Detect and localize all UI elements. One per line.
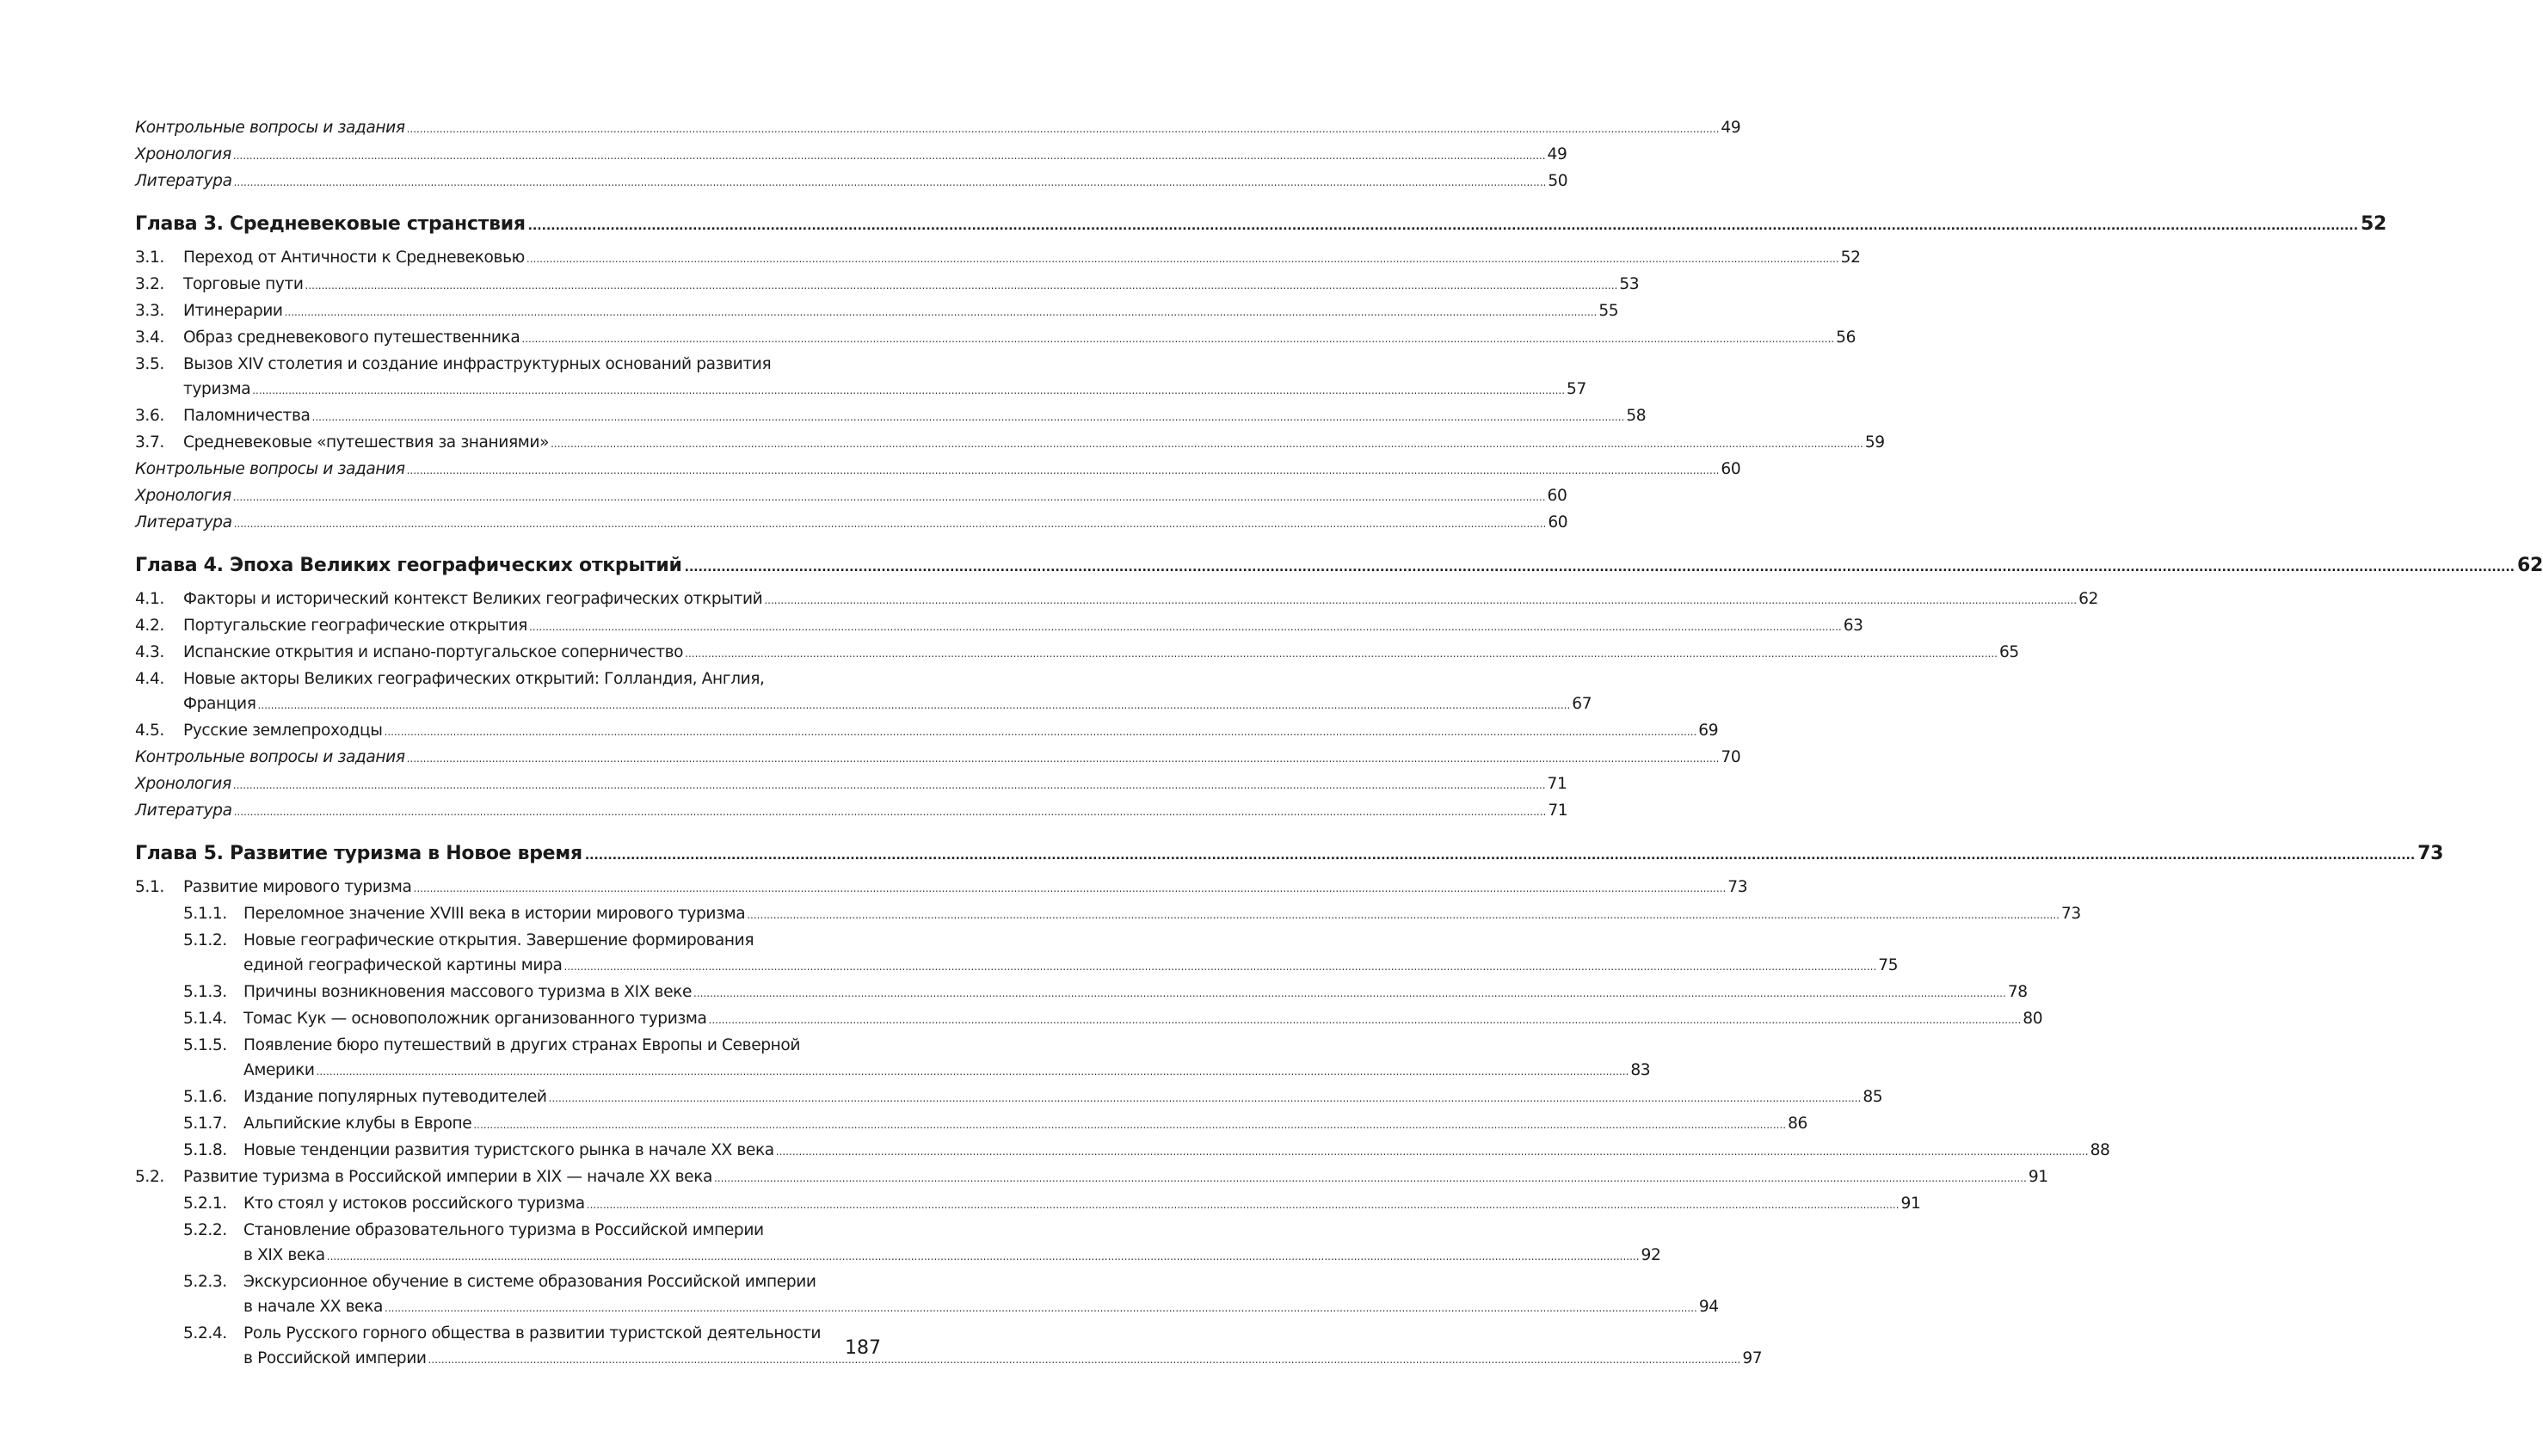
section-number: 5.1.2.: [183, 931, 227, 949]
entry-title: Томас Кук — основоположник организованного туризма: [243, 1010, 707, 1028]
section-number: 3.5.: [135, 355, 164, 373]
toc-entry[interactable]: [135, 1111, 1807, 1138]
page-ref: 60: [1547, 487, 1567, 505]
toc-entry[interactable]: [135, 1033, 875, 1058]
page-ref: 63: [1843, 617, 1863, 635]
dot-leader: ................................................................................................................................................................................................................................................................................................................................................................................................................: [233, 176, 1547, 188]
toc-entry[interactable]: [135, 510, 1568, 537]
entry-title: Хронология: [135, 145, 231, 163]
entry-title: Переломное значение XVIII века в истории мирового туризма: [243, 905, 746, 923]
toc-entry[interactable]: [135, 1243, 1661, 1269]
dot-leader: ................................................................................................................................................................................................................................................................................................................................................................................................................: [548, 1092, 1862, 1104]
entry-title: Альпийские клубы в Европе: [243, 1115, 472, 1133]
dot-leader: ................................................................................................................................................................................................................................................................................................................................................................................................................: [527, 219, 2359, 233]
section-number: 5.2.4.: [183, 1324, 227, 1342]
toc-entry[interactable]: [135, 1084, 1883, 1111]
dot-leader: ................................................................................................................................................................................................................................................................................................................................................................................................................: [526, 253, 1839, 265]
entry-title: Новые акторы Великих географических открытий: Голландия, Англия,: [183, 670, 765, 688]
dot-leader: ................................................................................................................................................................................................................................................................................................................................................................................................................: [385, 1302, 1697, 1314]
dot-leader: ................................................................................................................................................................................................................................................................................................................................................................................................................: [584, 849, 2416, 863]
page-ref: 73: [2417, 843, 2444, 864]
page-ref: 97: [1742, 1349, 1763, 1367]
entry-title: Причины возникновения массового туризма в XIX веке: [243, 983, 693, 1001]
dot-leader: ................................................................................................................................................................................................................................................................................................................................................................................................................: [232, 150, 1546, 162]
page-ref: 49: [1721, 119, 1741, 137]
page-ref: 71: [1548, 802, 1568, 820]
table-of-contents: [135, 115, 2543, 1373]
section-number: 3.3.: [135, 302, 164, 320]
dot-leader: ................................................................................................................................................................................................................................................................................................................................................................................................................: [284, 306, 1598, 318]
toc-entry[interactable]: [135, 325, 1856, 352]
toc-entry[interactable]: [135, 745, 1741, 771]
dot-leader: ................................................................................................................................................................................................................................................................................................................................................................................................................: [473, 1119, 1787, 1131]
entry-title: в XIX века: [243, 1246, 325, 1264]
section-number: 5.1.7.: [183, 1115, 227, 1133]
entry-title: Португальские географические открытия: [183, 617, 527, 635]
toc-chapter-heading[interactable]: [135, 841, 2444, 869]
entry-title: Контрольные вопросы и задания: [135, 748, 405, 766]
section-number: 5.2.3.: [183, 1273, 227, 1291]
toc-entry[interactable]: [135, 901, 2081, 928]
toc-entry[interactable]: [135, 798, 1568, 825]
entry-title: Русские землепроходцы: [183, 722, 383, 740]
page-ref: 57: [1567, 380, 1586, 398]
entry-title: Образ средневекового путешественника: [183, 329, 520, 347]
toc-entry[interactable]: [135, 1006, 2043, 1033]
toc-entry[interactable]: [135, 587, 2098, 613]
page-ref: 62: [2517, 555, 2543, 576]
section-number: 5.1.8.: [183, 1141, 227, 1159]
page-ref: 85: [1863, 1088, 1883, 1106]
page-ref: 80: [2023, 1010, 2043, 1028]
page-ref: 52: [2361, 213, 2387, 235]
toc-entry[interactable]: [135, 953, 1899, 980]
entry-title: Новые тенденции развития туристского рынка в начале XX века: [243, 1141, 774, 1159]
dot-leader: ................................................................................................................................................................................................................................................................................................................................................................................................................: [413, 882, 1727, 894]
dot-leader: ................................................................................................................................................................................................................................................................................................................................................................................................................: [586, 1199, 1900, 1211]
section-number: 5.2.: [135, 1168, 164, 1186]
toc-entry[interactable]: [135, 169, 1568, 195]
dot-leader: ................................................................................................................................................................................................................................................................................................................................................................................................................: [233, 806, 1547, 818]
page-ref: 91: [1900, 1195, 1921, 1213]
entry-title: Новые географические открытия. Завершение формирования: [243, 931, 754, 949]
dot-leader: ................................................................................................................................................................................................................................................................................................................................................................................................................: [563, 961, 1877, 973]
dot-leader: ................................................................................................................................................................................................................................................................................................................................................................................................................: [232, 779, 1546, 791]
dot-leader: ................................................................................................................................................................................................................................................................................................................................................................................................................: [747, 909, 2060, 921]
toc-entry[interactable]: [135, 875, 1748, 901]
toc-entry[interactable]: [135, 1218, 875, 1243]
page-number: 187: [845, 1337, 881, 1359]
page-ref: 52: [1840, 249, 1861, 267]
dot-leader: ................................................................................................................................................................................................................................................................................................................................................................................................................: [521, 333, 1835, 345]
entry-title: Кто стоял у истоков российского туризма: [243, 1195, 585, 1213]
toc-entry[interactable]: [135, 298, 1619, 325]
toc-entry[interactable]: [135, 272, 1640, 298]
toc-chapter-heading[interactable]: [135, 212, 2387, 239]
chapter-title: Глава 5. Развитие туризма в Новое время: [135, 843, 582, 864]
dot-leader: ................................................................................................................................................................................................................................................................................................................................................................................................................: [311, 411, 1625, 423]
page-ref: 78: [2007, 983, 2028, 1001]
chapter-title: Глава 3. Средневековые странствия: [135, 213, 526, 235]
toc-entry[interactable]: [135, 1269, 875, 1294]
page-ref: 91: [2028, 1168, 2048, 1186]
toc-entry[interactable]: [135, 403, 1647, 430]
page-ref: 92: [1641, 1246, 1661, 1264]
dot-leader: ................................................................................................................................................................................................................................................................................................................................................................................................................: [714, 1172, 2027, 1184]
dot-leader: ................................................................................................................................................................................................................................................................................................................................................................................................................: [406, 753, 1720, 765]
section-number: 3.6.: [135, 407, 164, 425]
toc-entry[interactable]: [135, 1058, 1651, 1084]
page-ref: 73: [1727, 878, 1748, 896]
section-number: 3.1.: [135, 249, 164, 267]
dot-leader: ................................................................................................................................................................................................................................................................................................................................................................................................................: [305, 280, 1618, 292]
page-ref: 58: [1626, 407, 1647, 425]
section-number: 5.1.5.: [183, 1036, 227, 1054]
page-ref: 73: [2061, 905, 2081, 923]
toc-entry[interactable]: [135, 691, 1592, 718]
toc-entry[interactable]: [135, 1164, 2048, 1191]
page-ref: 56: [1836, 329, 1856, 347]
dot-leader: ................................................................................................................................................................................................................................................................................................................................................................................................................: [528, 621, 1842, 633]
entry-title: Франция: [183, 695, 256, 713]
toc-entry[interactable]: [135, 142, 1567, 169]
entry-title: Вызов XIV столетия и создание инфраструктурных оснований развития: [183, 355, 772, 373]
entry-title: Торговые пути: [183, 275, 304, 293]
page-ref: 60: [1548, 513, 1568, 531]
dot-leader: ................................................................................................................................................................................................................................................................................................................................................................................................................: [406, 464, 1720, 476]
toc-entry[interactable]: [135, 1294, 1719, 1321]
toc-entry[interactable]: [135, 667, 875, 691]
section-number: 5.2.1.: [183, 1195, 227, 1213]
toc-entry[interactable]: [135, 718, 1719, 745]
entry-title: в Российской империи: [243, 1349, 427, 1367]
section-number: 4.1.: [135, 590, 164, 608]
toc-entry[interactable]: [135, 928, 875, 953]
entry-title: Появление бюро путешествий в других странах Европы и Северной: [243, 1036, 801, 1054]
toc-chapter-heading[interactable]: [135, 553, 2543, 581]
page-ref: 86: [1788, 1115, 1807, 1133]
dot-leader: ................................................................................................................................................................................................................................................................................................................................................................................................................: [708, 1014, 2022, 1026]
entry-title: Контрольные вопросы и задания: [135, 119, 405, 137]
dot-leader: ................................................................................................................................................................................................................................................................................................................................................................................................................: [764, 594, 2078, 606]
dot-leader: ................................................................................................................................................................................................................................................................................................................................................................................................................: [326, 1250, 1640, 1262]
toc-entry[interactable]: [135, 1138, 2110, 1164]
toc-entry[interactable]: [135, 457, 1741, 483]
page-ref: 75: [1878, 956, 1899, 974]
page-ref: 60: [1721, 460, 1741, 478]
entry-title: единой географической картины мира: [243, 956, 563, 974]
entry-title: Итинерарии: [183, 302, 283, 320]
toc-entry[interactable]: [135, 483, 1567, 510]
entry-title: Развитие мирового туризма: [183, 878, 412, 896]
page-ref: 83: [1630, 1061, 1651, 1079]
toc-entry[interactable]: [135, 613, 1863, 640]
page-ref: 65: [1998, 643, 2019, 661]
toc-entry[interactable]: [135, 352, 875, 377]
entry-title: Переход от Античности к Средневековью: [183, 249, 525, 267]
toc-entry[interactable]: [135, 430, 1885, 457]
dot-leader: ................................................................................................................................................................................................................................................................................................................................................................................................................: [384, 726, 1697, 738]
section-number: 5.1.3.: [183, 983, 227, 1001]
entry-title: Развитие туризма в Российской империи в XIX — начале XX века: [183, 1168, 713, 1186]
entry-title: Издание популярных путеводителей: [243, 1088, 547, 1106]
entry-title: Средневековые «путешествия за знаниями»: [183, 433, 550, 452]
dot-leader: ................................................................................................................................................................................................................................................................................................................................................................................................................: [551, 438, 1863, 450]
page-ref: 94: [1698, 1298, 1719, 1316]
page-ref: 70: [1721, 748, 1741, 766]
page-ref: 49: [1547, 145, 1567, 163]
section-number: 5.2.2.: [183, 1221, 227, 1239]
entry-title: Хронология: [135, 775, 231, 793]
page-ref: 69: [1698, 722, 1719, 740]
entry-title: Хронология: [135, 487, 231, 505]
page-ref: 62: [2078, 590, 2098, 608]
section-number: 4.3.: [135, 643, 164, 661]
dot-leader: ................................................................................................................................................................................................................................................................................................................................................................................................................: [406, 123, 1720, 135]
page-ref: 88: [2090, 1141, 2110, 1159]
toc-entry[interactable]: [135, 980, 2028, 1006]
entry-title: Литература: [135, 172, 232, 190]
dot-leader: ................................................................................................................................................................................................................................................................................................................................................................................................................: [428, 1354, 1741, 1366]
entry-title: Факторы и исторический контекст Великих географических открытий: [183, 590, 763, 608]
toc-entry[interactable]: [135, 377, 1586, 403]
entry-title: туризма: [183, 380, 251, 398]
entry-title: Литература: [135, 802, 232, 820]
dot-leader: ................................................................................................................................................................................................................................................................................................................................................................................................................: [232, 491, 1546, 503]
entry-title: Паломничества: [183, 407, 311, 425]
page-ref: 71: [1547, 775, 1567, 793]
toc-entry[interactable]: [135, 640, 2019, 667]
toc-entry[interactable]: [135, 245, 1861, 272]
toc-entry[interactable]: [135, 771, 1567, 798]
section-number: 5.1.6.: [183, 1088, 227, 1106]
toc-entry[interactable]: [135, 115, 1741, 142]
section-number: 5.1.4.: [183, 1010, 227, 1028]
toc-entry[interactable]: [135, 1321, 875, 1346]
section-number: 4.2.: [135, 617, 164, 635]
entry-title: Литература: [135, 513, 232, 531]
dot-leader: ................................................................................................................................................................................................................................................................................................................................................................................................................: [316, 1066, 1629, 1078]
page-ref: 53: [1619, 275, 1640, 293]
dot-leader: ................................................................................................................................................................................................................................................................................................................................................................................................................: [257, 699, 1571, 711]
page-ref: 55: [1598, 302, 1619, 320]
section-number: 5.1.: [135, 878, 164, 896]
dot-leader: ................................................................................................................................................................................................................................................................................................................................................................................................................: [233, 518, 1547, 530]
section-number: 4.4.: [135, 670, 164, 688]
entry-title: Становление образовательного туризма в Российской империи: [243, 1221, 764, 1239]
dot-leader: ................................................................................................................................................................................................................................................................................................................................................................................................................: [693, 987, 2006, 999]
section-number: 3.7.: [135, 433, 164, 452]
section-number: 3.2.: [135, 275, 164, 293]
entry-title: Экскурсионное обучение в системе образования Российской империи: [243, 1273, 816, 1291]
entry-title: Роль Русского горного общества в развитии туристской деятельности: [243, 1324, 822, 1342]
dot-leader: ................................................................................................................................................................................................................................................................................................................................................................................................................: [684, 561, 2515, 574]
dot-leader: ................................................................................................................................................................................................................................................................................................................................................................................................................: [775, 1146, 2089, 1158]
entry-title: в начале XX века: [243, 1298, 384, 1316]
section-number: 4.5.: [135, 722, 164, 740]
page-ref: 50: [1548, 172, 1568, 190]
toc-entry[interactable]: [135, 1191, 1921, 1218]
section-number: 5.1.1.: [183, 905, 227, 923]
entry-title: Америки: [243, 1061, 315, 1079]
dot-leader: ................................................................................................................................................................................................................................................................................................................................................................................................................: [685, 648, 1998, 660]
dot-leader: ................................................................................................................................................................................................................................................................................................................................................................................................................: [252, 384, 1566, 396]
page-ref: 67: [1572, 695, 1592, 713]
chapter-title: Глава 4. Эпоха Великих географических открытий: [135, 555, 682, 576]
section-number: 3.4.: [135, 329, 164, 347]
page-ref: 59: [1864, 433, 1885, 452]
entry-title: Контрольные вопросы и задания: [135, 460, 405, 478]
entry-title: Испанские открытия и испано-португальское соперничество: [183, 643, 684, 661]
